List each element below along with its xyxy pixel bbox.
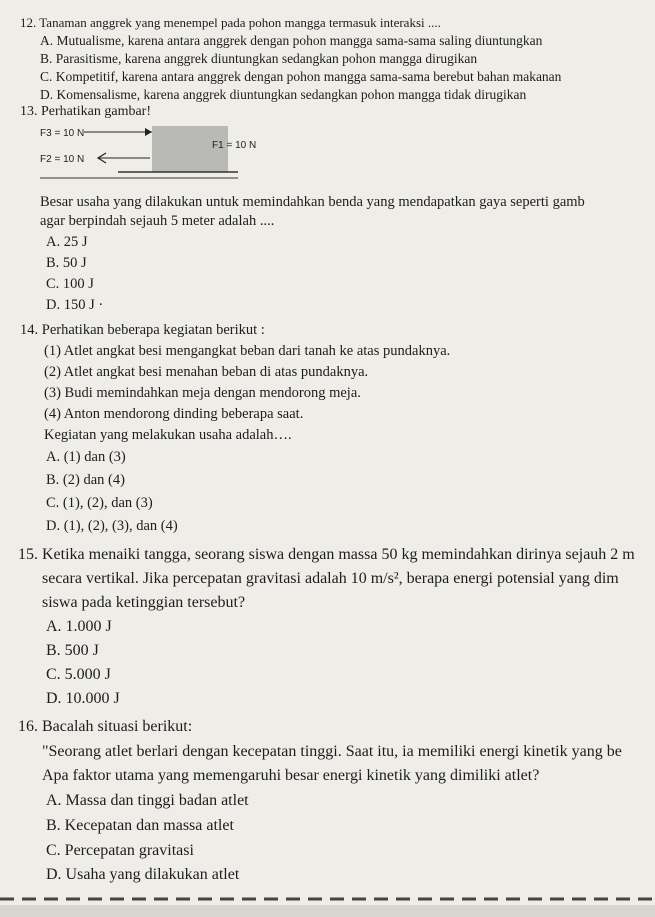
q15-line3: siswa pada ketinggian tersebut? (42, 594, 246, 611)
q16-option-b: B. Kecepatan dan massa atlet (46, 817, 234, 834)
q15-option-d: D. 10.000 J (46, 690, 120, 707)
q13-text-line2: agar berpindah sejauh 5 meter adalah .... (40, 213, 275, 229)
q14-option-d: D. (1), (2), (3), dan (4) (46, 518, 178, 534)
q13-text-line1: Besar usaha yang dilakukan untuk memindahkan benda yang mendapatkan gaya seperti gamb (40, 194, 585, 210)
q14-item-4: (4) Anton mendorong dinding beberapa saat. (44, 406, 304, 422)
q15-line1: 15. Ketika menaiki tangga, seorang siswa dengan massa 50 kg memindahkan dirinya sejauh 2 m (18, 546, 635, 563)
q14-option-c: C. (1), (2), dan (3) (46, 495, 153, 511)
q14-option-a: A. (1) dan (3) (46, 449, 126, 465)
q14-prompt: Kegiatan yang melakukan usaha adalah…. (44, 427, 292, 443)
page-bottom-edge (0, 905, 655, 917)
q14-option-b: B. (2) dan (4) (46, 472, 125, 488)
q16-option-d: D. Usaha yang dilakukan atlet (46, 866, 240, 883)
q15-option-b: B. 500 J (46, 642, 99, 659)
q13-option-c: C. 100 J (46, 276, 94, 292)
q13-option-d: D. 150 J · (46, 297, 104, 313)
q12-option-c: C. Kompetitif, karena antara anggrek dengan pohon mangga sama-sama berebut bahan makanan (40, 69, 562, 84)
q14-item-3: (3) Budi memindahkan meja dengan mendorong meja. (44, 385, 361, 401)
label-f2: F2 = 10 N (40, 154, 85, 165)
label-f3: F3 = 10 N (40, 128, 85, 139)
q15-line2: secara vertikal. Jika percepatan gravitasi adalah 10 m/s², berapa energi potensial yang dim (42, 570, 619, 587)
q16-option-c: C. Percepatan gravitasi (46, 842, 194, 859)
q15-option-a: A. 1.000 J (46, 618, 112, 635)
q12-option-b: B. Parasitisme, karena anggrek diuntungkan sedangkan pohon mangga dirugikan (40, 51, 478, 66)
q16-option-a: A. Massa dan tinggi badan atlet (46, 792, 249, 809)
label-f1: F1 = 10 N (212, 140, 257, 151)
q15-option-c: C. 5.000 J (46, 666, 111, 683)
q14-item-1: (1) Atlet angkat besi mengangkat beban dari tanah ke atas pundaknya. (44, 343, 451, 359)
q12-option-d: D. Komensalisme, karena anggrek diuntungkan sedangkan pohon mangga tidak dirugikan (40, 87, 527, 102)
q14-item-2: (2) Atlet angkat besi menahan beban di atas pundaknya. (44, 364, 369, 380)
q13-option-a: A. 25 J (46, 234, 88, 250)
q14-question: 14. Perhatikan beberapa kegiatan berikut : (20, 322, 265, 338)
q16-line2: Apa faktor utama yang memengaruhi besar energi kinetik yang dimiliki atlet? (42, 767, 540, 784)
q16-question: 16. Bacalah situasi berikut: (18, 718, 193, 735)
arrow-f3-head (145, 128, 152, 136)
q12-question: 12. Tanaman anggrek yang menempel pada pohon mangga termasuk interaksi .... (20, 15, 441, 30)
q13-option-b: B. 50 J (46, 255, 87, 271)
q12-option-a: A. Mutualisme, karena antara anggrek dengan pohon mangga sama-sama saling diuntungkan (40, 33, 543, 48)
force-diagram (40, 122, 280, 184)
q13-question: 13. Perhatikan gambar! (20, 104, 152, 119)
dashed-divider (0, 896, 655, 902)
q16-line1: "Seorang atlet berlari dengan kecepatan tinggi. Saat itu, ia memiliki energi kinetik yang be (42, 743, 622, 760)
